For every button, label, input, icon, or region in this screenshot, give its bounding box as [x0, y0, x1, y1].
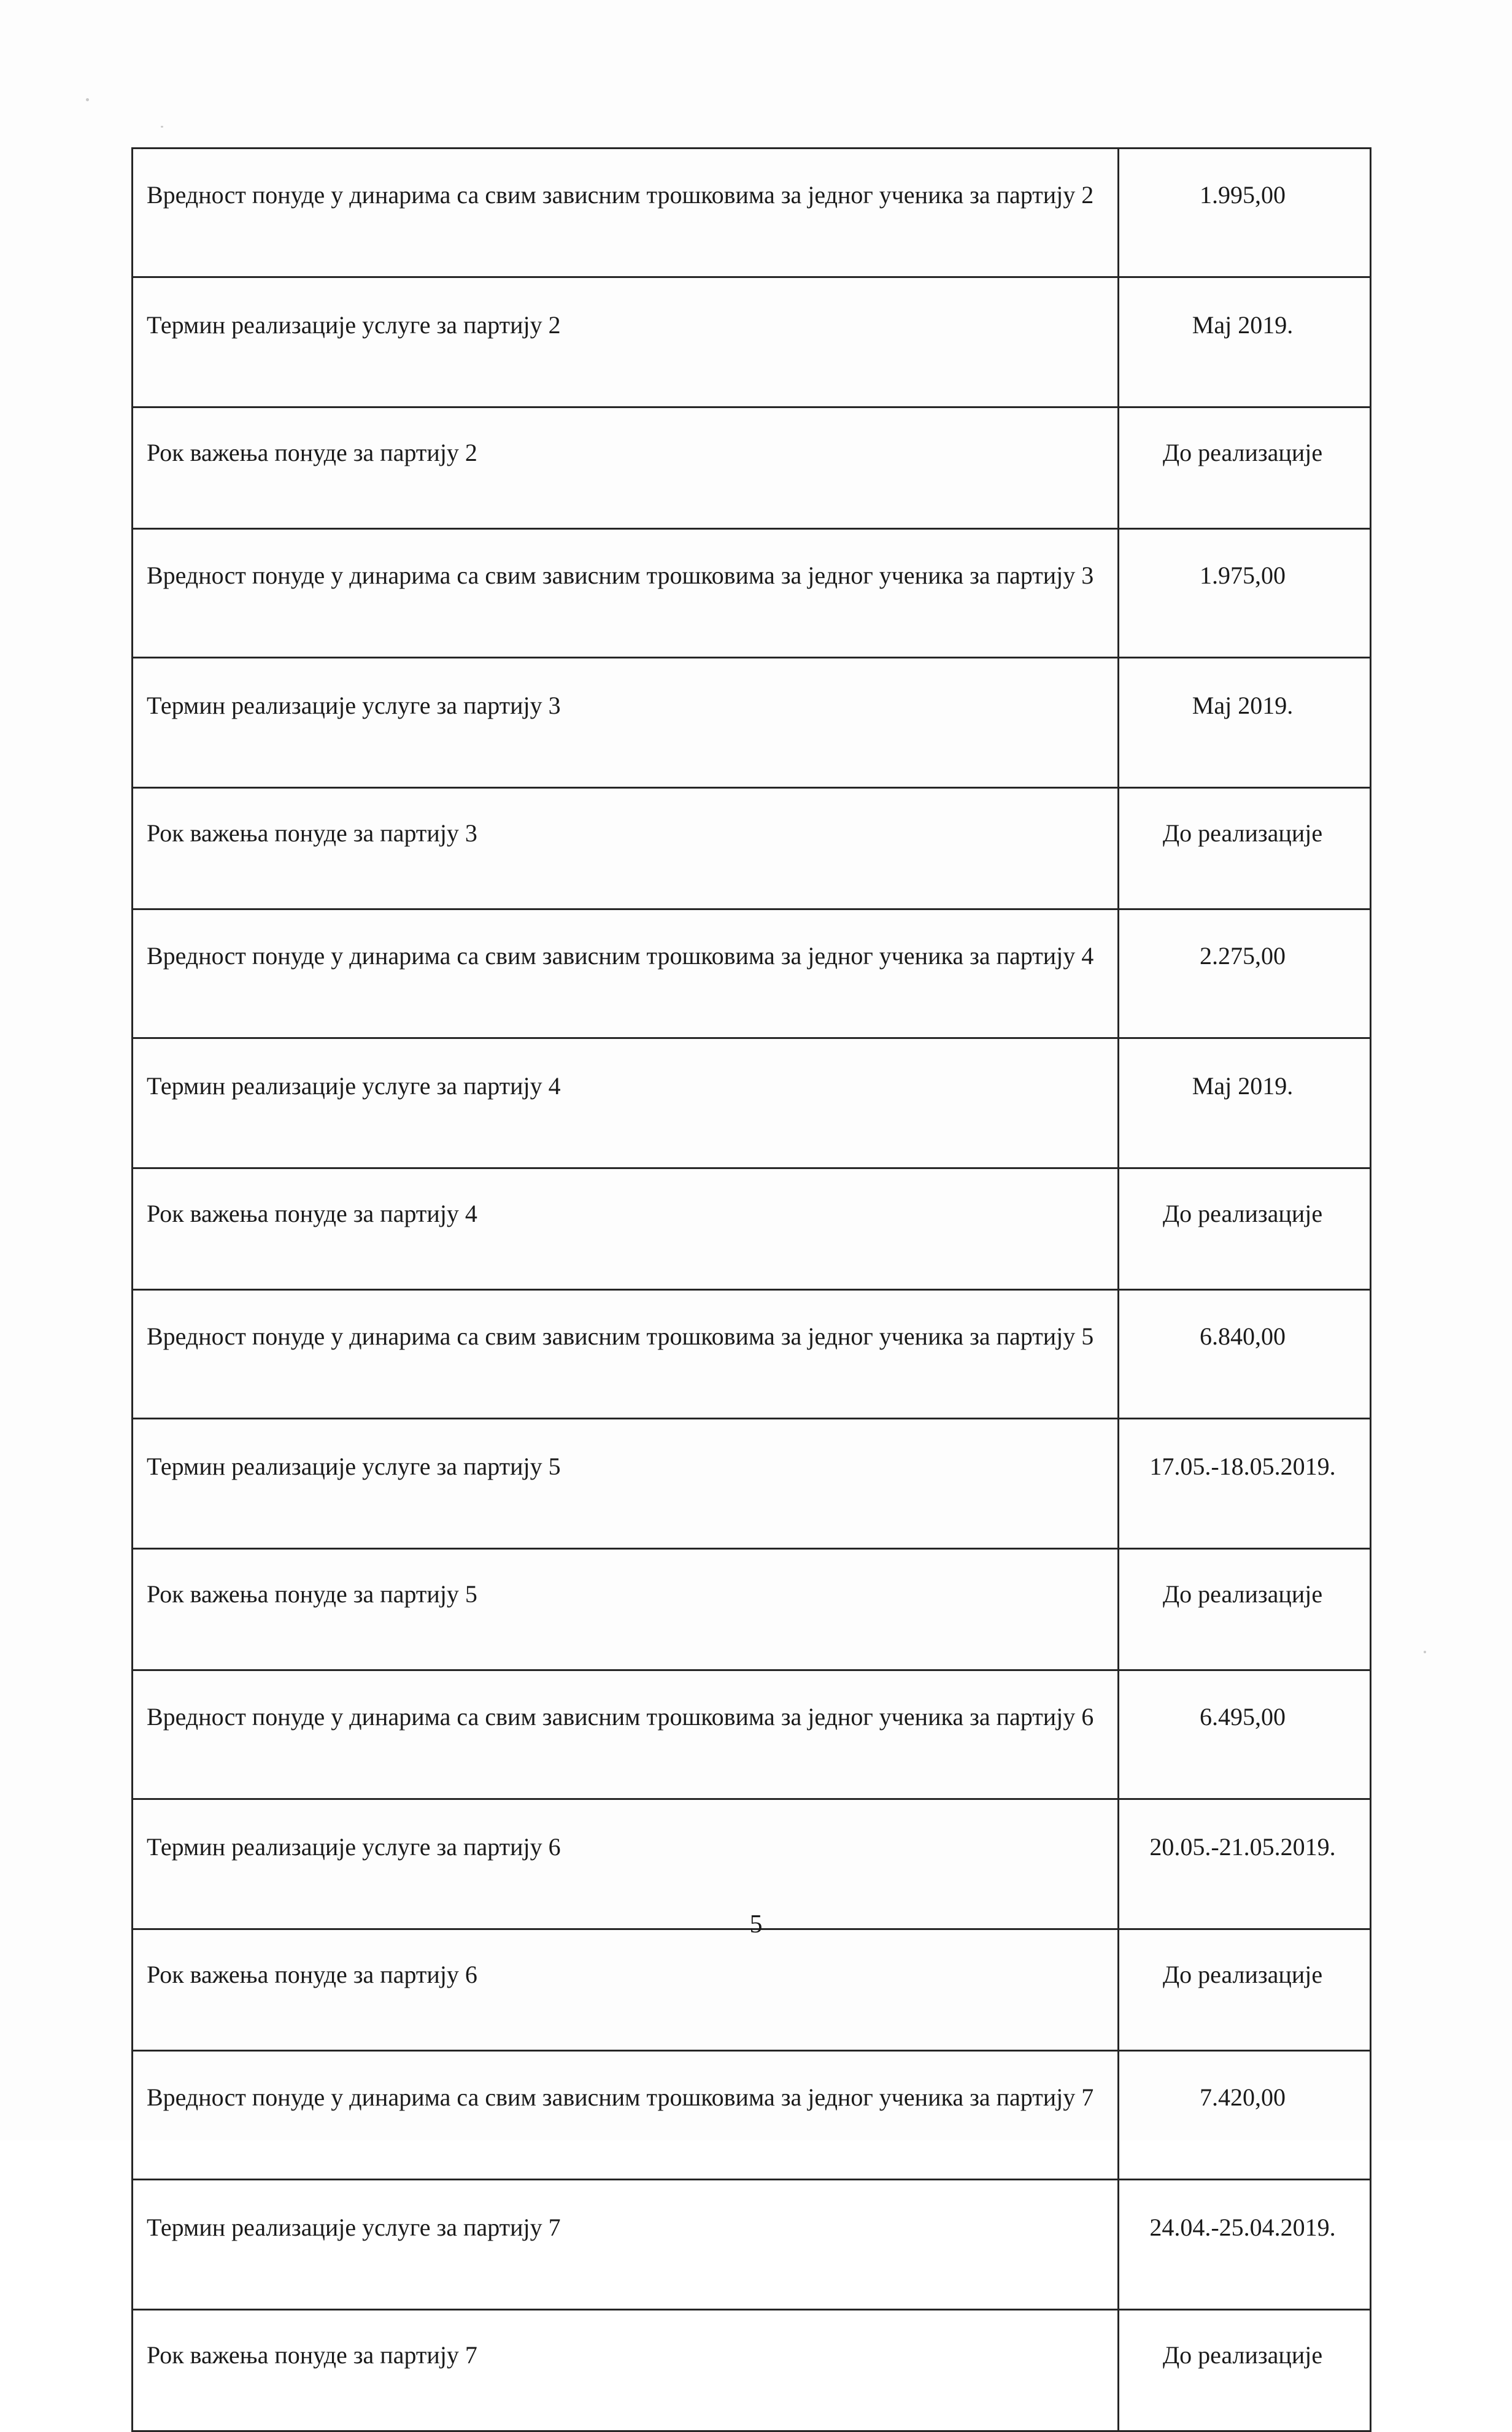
row-label: Термин реализације услуге за партију 3 — [133, 658, 1119, 788]
offer-table-body — [133, 149, 1371, 2431]
table-row — [133, 1549, 1371, 1670]
table-row — [133, 2310, 1371, 2431]
row-label: Вредност понуде у динарима са свим зависним трошковима за једног ученика за партију 7 — [133, 2051, 1119, 2180]
row-label: Вредност понуде у динарима са свим зависним трошковима за једног ученика за партију 2 — [133, 149, 1119, 277]
row-label: Термин реализације услуге за партију 6 — [133, 1799, 1119, 1929]
table-row — [133, 407, 1371, 529]
row-value: Мај 2019. — [1119, 277, 1371, 407]
row-label: Рок важења понуде за партију 3 — [133, 788, 1119, 909]
offer-table — [131, 147, 1371, 2432]
table-row — [133, 1419, 1371, 1549]
table-row — [133, 149, 1371, 277]
row-value: До реализације — [1119, 1929, 1371, 2051]
row-value: 6.495,00 — [1119, 1670, 1371, 1799]
row-label: Термин реализације услуге за партију 5 — [133, 1419, 1119, 1549]
row-value: Мај 2019. — [1119, 658, 1371, 788]
table-row — [133, 1168, 1371, 1290]
row-value: 7.420,00 — [1119, 2051, 1371, 2180]
row-label: Рок важења понуде за партију 6 — [133, 1929, 1119, 2051]
row-value: 1.975,00 — [1119, 529, 1371, 658]
scan-speck — [1424, 1651, 1426, 1653]
row-value: 2.275,00 — [1119, 909, 1371, 1038]
row-label: Вредност понуде у динарима са свим зависним трошковима за једног ученика за партију 3 — [133, 529, 1119, 658]
table-row — [133, 909, 1371, 1038]
row-label: Рок важења понуде за партију 2 — [133, 407, 1119, 529]
row-label: Термин реализације услуге за партију 4 — [133, 1038, 1119, 1168]
row-label: Вредност понуде у динарима са свим зависним трошковима за једног ученика за партију 6 — [133, 1670, 1119, 1799]
row-label: Рок важења понуде за партију 4 — [133, 1168, 1119, 1290]
row-value: До реализације — [1119, 407, 1371, 529]
table-row — [133, 1929, 1371, 2051]
table-row — [133, 2051, 1371, 2180]
page-number: 5 — [749, 1910, 763, 1939]
row-value: 1.995,00 — [1119, 149, 1371, 277]
row-value: До реализације — [1119, 788, 1371, 909]
row-label: Термин реализације услуге за партију 2 — [133, 277, 1119, 407]
row-value: До реализације — [1119, 1549, 1371, 1670]
table-row — [133, 1670, 1371, 1799]
row-value: Мај 2019. — [1119, 1038, 1371, 1168]
row-label: Рок важења понуде за партију 7 — [133, 2310, 1119, 2431]
row-value: 24.04.-25.04.2019. — [1119, 2180, 1371, 2310]
row-label: Рок важења понуде за партију 5 — [133, 1549, 1119, 1670]
row-value: До реализације — [1119, 2310, 1371, 2431]
table-row — [133, 788, 1371, 909]
row-value: До реализације — [1119, 1168, 1371, 1290]
table-row — [133, 1038, 1371, 1168]
table-row — [133, 658, 1371, 788]
row-value: 20.05.-21.05.2019. — [1119, 1799, 1371, 1929]
scan-speck — [86, 98, 89, 101]
row-label: Вредност понуде у динарима са свим зависним трошковима за једног ученика за партију 4 — [133, 909, 1119, 1038]
row-value: 17.05.-18.05.2019. — [1119, 1419, 1371, 1549]
row-label: Вредност понуде у динарима са свим зависним трошковима за једног ученика за партију 5 — [133, 1290, 1119, 1419]
row-label: Термин реализације услуге за партију 7 — [133, 2180, 1119, 2310]
scan-speck — [161, 126, 163, 128]
row-value: 6.840,00 — [1119, 1290, 1371, 1419]
table-row — [133, 529, 1371, 658]
table-row — [133, 2180, 1371, 2310]
table-row — [133, 1290, 1371, 1419]
table-row — [133, 277, 1371, 407]
